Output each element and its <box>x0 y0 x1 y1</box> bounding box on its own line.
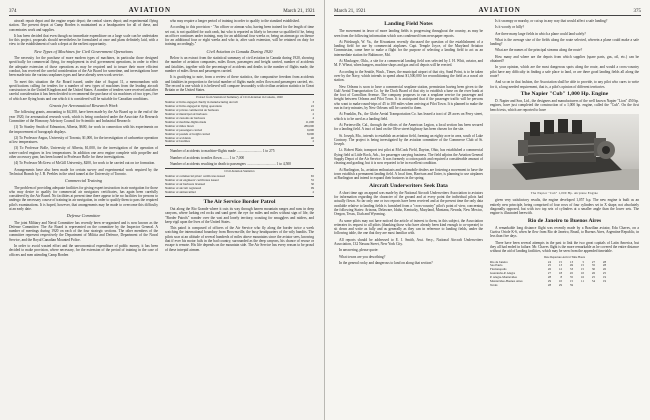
timetable-cell: 35 <box>569 275 573 280</box>
engine-illustration <box>490 114 639 190</box>
paragraph: Out along the Rio Grande where it cuts its way through barren mountain ranges and runs in deep canyons, where lurking red rocks and sand greet the eye for miles and miles without sign of life, the "Border Patrols" wander over the vast and lonely territory, scouting for smugglers and raiders, and keep vigil upon the lives of the United States. <box>165 206 314 224</box>
page-number: 374 <box>9 9 17 14</box>
list-item: (4) To Professor McGrew of McGill University, $200, for work to be carried out on ice formation. <box>14 161 156 166</box>
stat-label: Number of passengers carried <box>165 128 203 132</box>
paragraph: Arrangements have also been made for certain survey and experimental work required by the Technical Branch by J. B. Peebles in the wind tunnel at the University of Toronto. <box>9 167 158 176</box>
timetable-cell: 33 <box>569 267 573 272</box>
section-heading: Defense Committee <box>66 213 101 219</box>
paragraph: D. Napier and Son, Ltd., the designers and manufacturers of the well known Napier "Lion" 450 hp. engines, have just completed the construction of a 1,000 hp. engine, called the "Cub". On the first bench tests, which are reported to have <box>490 99 639 112</box>
stat-value: 22 <box>310 104 314 109</box>
timetable-cell: 28 <box>602 263 606 268</box>
paragraph: Number of accidents resulting in death to passengers ................................ 1 to 4,500 <box>170 161 291 166</box>
paragraph: In answering, please quote: <box>339 248 379 253</box>
total-cell: 59 <box>569 282 573 287</box>
stat-value: 11,000 <box>305 119 314 124</box>
route-name: Sao Paulo <box>490 263 503 268</box>
paragraph: The movement in favor of more landing fields is progressing throughout the country, as may be seen from the following information which was condensed from newspaper reports. <box>334 29 483 38</box>
stat-value: 22 <box>310 108 314 113</box>
paragraph: All reports should be addressed to E. J. Smith, Asst. Secy., National Aircraft Underwriters Association, 132 Nassau Street, New York City. <box>334 237 483 247</box>
cert-label: Number of aircraft registered <box>165 186 202 190</box>
article-heading: Aircraft Underwriters Seek Data <box>369 182 448 189</box>
paragraph: According to the Seattle, Wash., Times, the municipal airport of that city, Sand Point, is to be taken over by the Navy, which intends to spend about $1,500,000 for reconditioning the field as a naval air station. <box>334 69 483 83</box>
timetable-cell: 18 <box>558 271 562 276</box>
timetable-cell: 25 <box>602 271 606 276</box>
paragraph: What is the average size of the fields along the route selected, wherein a plane could make a safe landing? <box>490 37 639 47</box>
cert-value: 99 <box>310 185 314 190</box>
total-cell: 29 <box>558 282 562 287</box>
certificates-table <box>165 168 314 196</box>
paragraph: How many and where are the depots from which supplies (spare parts, gas, oil, etc.) can be obtained? <box>490 54 639 64</box>
section-heading: Grants for Aeronautical Research Work <box>49 103 118 109</box>
paragraph: Number of accidents to machine-flights made ............................ 1 to 275 <box>170 149 275 154</box>
timetable-cell: 15 <box>558 259 562 264</box>
timetable-cell: 25 <box>591 275 595 280</box>
timetable-cell: 19 <box>602 279 606 284</box>
cert-value: 65 <box>310 174 314 179</box>
stat-label: Number of accidents <box>165 136 191 140</box>
paragraph: There have been several attempts in the past to link the two great capitals of Latin America, but they all had ended in failure. Mr. Chaves flight is the more remarkable as he covered the entire distance without the aid of landing facilities, which may be seen from the appended timetable. <box>490 240 639 254</box>
timetable-cell: 10 <box>558 279 562 284</box>
cert-value: 55 <box>310 178 314 183</box>
timetable-cell: 29 <box>547 279 551 284</box>
table-caption: Civil Aviation Statistics <box>224 169 255 174</box>
paragraph: In order to avoid wasted effort and the uneconomical expenditure of public money, it has been decided to make provision, where necessary, for the extension of the period of training in the case of officers and men attending Camp Borden <box>9 244 158 257</box>
paragraph: At Portersville, Cal., through the efforts of the American Legion, a local section has been secured for a landing field. A tract of land on the Olive street highway has been chosen for the site. <box>334 122 483 132</box>
article-heading: The Air Service Border Patrol <box>203 198 276 205</box>
timetable-cell: 15 <box>580 267 584 272</box>
route-name: Rio de Janeiro <box>490 259 508 264</box>
paragraph: At Muskogee, Okla., a site for a commercial landing field was selected by J. H. Whit, aviator, and M. F. Wheat, when hangers, machine shops and gas and oil depots will be erected. <box>334 59 483 68</box>
timetable-cell: 12 <box>558 267 562 272</box>
timetable-cell: 10 <box>580 271 584 276</box>
statistics-table <box>165 94 314 146</box>
article-heading: Landing Field Notes <box>384 21 433 27</box>
cert-value: 2 <box>312 189 314 194</box>
paragraph: At Pittsburgh, W. Va., the Kiwanians recently discussed the question of the establishment of a landing field for use by commercial airplanes. Capt. Temple Joyce, of the Maryland Aviation Commission, came here to make a flight for the purpose of selecting a landing field to act as an intermediate station for Baltimore, Md. <box>334 39 483 57</box>
paragraph: The necessity for the purchase of more modern types of machines, in particular those designed specifically for commercial flying, for employment in civil government operations, in order to effect the adequate extension of those operations as may be required and to insure their more efficient conduct, has received the careful consideration of the Air Board for sometime, and investigations have been made into the various seaplanes types and have already seen work service. <box>9 56 158 78</box>
paragraph: In the general rocky and dangerous to land on along that section? <box>339 260 433 265</box>
paragraph: At Burlington, Ia., aviation enthusiasts and automobile dealers are fostering a movement to have the town establish a permanent landing field. A local firm, Harrison and Unter, is planning to use airplanes at Burlington and intend to expand their business in the spring. <box>334 167 483 181</box>
timetable-cell: 45 <box>569 271 573 276</box>
paragraph: who may require a longer period of training in order to qualify to the standard established. <box>170 19 300 23</box>
paragraph: In your opinion, which are the most dangerous spots along the route, and would a cross-country pilot have any difficulty in finding a safe place to land, or are there good landing fields all along the route? <box>490 65 639 78</box>
cert-label: Number of air harbours licensed <box>165 182 206 186</box>
paragraph: At Franklin, Pa., the Globe Aerial Transportation Co. has leased a tract of 28 acres on Ferry street, which is to be used as a landing field. <box>334 112 483 121</box>
stat-label: Number of municipal air harbours <box>165 113 208 117</box>
timetable-cell: 5 <box>582 259 584 264</box>
paragraph: As some pilots may not have noticed the article of interest to them, in this subject, the Association reiterates its request to all pilots (thanking those who have already been kind enough to co-operate) to sit down and write as fully and as generally as they can in reference to landing fields, under the following table, the one that they are most familiar with. <box>334 218 483 236</box>
timetable-cell: 54 <box>591 279 595 284</box>
paragraph: A remarkable long distance flight was recently made by a Brazilian aviator, Edu Chaves, on a Curtiss Oriole K-6, when he flew from Rio de Janeiro, Brazil, to Buenos Aires, Argentine Republic, in less than five days. <box>490 225 639 239</box>
cert-label: Number of air engineers' certificates issued <box>165 179 219 183</box>
timetable-cell: 16 <box>580 275 584 280</box>
stat-value: 4 <box>312 115 314 120</box>
journal-title: AVIATION <box>478 6 521 14</box>
stat-label: Number of fatalities <box>165 140 190 144</box>
stat-label: Number of pounds of freight carried <box>165 132 210 136</box>
stat-value: 9,000 <box>307 127 314 132</box>
stat-row <box>165 140 314 144</box>
paragraph: Below is an extract from the statistical summary of civil aviation in Canada during 1920, showing the number of aviation companies, miles flown, passengers and freight carried, number of accidents and fatalities, together with the percentage of accidents and deaths to the number of flights made, the number of miles flown and passengers carried. <box>165 56 314 73</box>
left-running-head <box>9 6 315 16</box>
right-running-head <box>334 6 641 16</box>
timetable-cell: 15 <box>569 279 573 284</box>
stat-label: Number of customs air harbours <box>165 116 206 120</box>
article-heading: Rio de Janeiro to Buenos Aires <box>527 217 602 224</box>
list-item: (3) To Professor Bolle, University of Alberta, $1,000, for the investigation of the operation of water-cooled engines in low temperatures. In addition one aero engine complete with propeller and other accessory gear, has been loaned to Professor Bolle for these investigations. <box>9 146 158 160</box>
stat-label: Number of firms engaged in flying operations <box>165 105 222 109</box>
timetable-cell: 25 <box>547 263 551 268</box>
total-label: Totals <box>490 282 498 287</box>
paragraph: The problem of providing adequate facilities for giving expert instruction in air navigation for those who may desire to qualify for commercial air navigators certificates, has again been carefully considered by the Air Board. No facilities at present time there appear to be no facilities for persons to undergo the necessary course of training in air navigation, in order to qualify them to pass the required pilot's examinations. It is hoped, however, that arrangements may be made to overcome this difficulty at an early date. <box>9 185 158 211</box>
journal-title: AVIATION <box>128 6 172 14</box>
paragraph: A short time ago an appeal was made by the National Aircraft Underwriters Association to aviators for information regarding the character of the ground and at every point the individual pilots had actually flown. So far only one or two reports have been received and at the present time the only data available relative to landing fields is furnished from a "cross-country" pilot's point of view, concerning the following States: Arizona, Delaware, Idaho, Kentucky, Maryland, Montana, Nevada, New Mexico, Oregon, Texas, Utah and Wyoming. <box>334 190 483 217</box>
paragraph: Is it swampy or marshy, or cut up in any way that would affect a safe landing? <box>495 19 608 23</box>
stat-label: Number of firms engaged chiefly in manufacturing aircraft <box>165 101 238 105</box>
stat-label: Number of miles flown <box>165 124 194 128</box>
timetable-cell: 13 <box>558 263 562 268</box>
paragraph: It has been decided that even though no immediate expenditure on a large scale can be undertaken for this project, proposals should nevertheless be formulated at once and plans definitely laid, with a view to the establishment of such a depot at the earliest opportunity. <box>9 33 158 47</box>
timetable-cell: 30 <box>591 267 595 272</box>
page-number: 375 <box>633 9 641 14</box>
list-item: (1) To Stanley Smith of Edmonton, Alberta, $600, for work in connection with his experiments on the improvement of barograph displays. <box>9 125 158 134</box>
paragraph: The following grants, amounting to $4,300, have been made by the Air Board up to the end of the year 1920, for aeronautical research work, which is being conducted under the Associate Air Research Committee of the Honorary Advisory Council for Scientific and Industrial Research: <box>9 110 158 123</box>
timetable-header: Date Departure Arrival Time Hours <box>543 254 586 259</box>
timetable-cell: 24 <box>547 259 551 264</box>
paragraph: St. Joseph, Mo., intends to establish an aviation field, forming an eighty acre in area, south of Lake Contrary. The project is being investigated by the aviation committee of the Commerce Club of St. Joseph. <box>334 133 483 147</box>
timetable-cell: 49 <box>569 263 573 268</box>
stat-value: 40 <box>310 135 314 140</box>
section-heading: Commercial Training <box>65 178 102 184</box>
right-column-1 <box>334 19 483 419</box>
cert-label: Number of airmen killed <box>165 190 196 194</box>
timetable-cell: 28 <box>602 259 606 264</box>
timetable-cell: 28 <box>547 275 551 280</box>
stat-label: Number of private commercial air harbours <box>165 109 219 113</box>
paragraph: Lt. Robert Blair, transport test pilot at McCook Field, Dayton, Ohio, has established a commercial flying field at Little Rock, Ark., for passenger carrying business. The field adjoins the Aviation General Supply Depot of the Air Service. It was formerly a cotton patch and required a considerable amount of clearing and grading, but it is now reported to be in excellent condition. <box>334 148 483 166</box>
stat-value: 8,000 <box>307 131 314 136</box>
right-column-2 <box>490 19 639 419</box>
photo-caption: The Napier "Cub" 1,000 Hp. Airplane Engine <box>530 191 599 196</box>
section-heading: Civil Aviation in Canada During 1920 <box>206 48 273 54</box>
article-heading: The Napier "Cub" 1,000 Hp. Engine <box>520 90 609 97</box>
flight-timetable <box>490 256 639 288</box>
cert-value: 30 <box>310 181 314 186</box>
route-name: Florianopolis <box>490 267 507 272</box>
paragraph: Number of accidents to miles flown ....... 1 to 7,000 <box>170 155 245 160</box>
timetable-cell: 8 <box>560 275 562 280</box>
cert-row <box>165 191 314 195</box>
stat-value: 280,000 <box>303 123 314 128</box>
paragraph: To meet this situation the Air Board issued, under date of August 11, a memorandum with specifications calling for tenders for a number of new types of machines from the leading aircraft constructors in the United Kingdom and the United States. A number of tenders were received and after careful consideration it has been decided to recommend the purchase of six machines of two types, five of which are flying boats and one which it is considered will be suitable for Canadian conditions. <box>9 79 158 101</box>
paragraph: What towns are you describing? <box>339 254 386 259</box>
stat-value: 2 <box>312 112 314 117</box>
timetable-cell: 11 <box>581 279 584 284</box>
paragraph: According to this provision - "An officer or airman who, having been trained for the length of time set out, is not qualified for such rank, but who is reported as likely to become so qualified if he, being an officer continues under training, may for an additional four weeks or, being an airman go on thence for an additional four or eight weeks and who is, after such extension, will be retained on duty for training accordingly." <box>165 25 314 47</box>
timetable-cell: 26 <box>602 267 606 272</box>
paragraph: Are there many large fields in which a plane could land safely? <box>495 31 586 36</box>
list-item: (2) To Professor Angus, University of Toronto, $1,000, for the investigation of carburettor operation at low temperatures. <box>9 135 158 145</box>
table-caption: Extract from Statistical Summary of Civil Aviation in Canada, 1920 <box>196 95 283 100</box>
cert-label: Number of commercial pilots' certificates issued <box>165 175 225 179</box>
timetable-cell: 19 <box>602 275 606 280</box>
paragraph: What are the names of the principal streams along the route? <box>495 48 583 53</box>
paragraph: New Orleans is soon to have a commercial seaplane station, permission having been given to the Gulf Aerial Transportation Co. by the Dock Board of that city to establish a base on the river bank at the foot of Carrollton Avenue. The company proposes to run a seaplane service for passenger and freight between Orleans and Pilot Town. It is anticipated that if the passenger traffic will be persons who want to make round-trips of 45 to 100 miles when arriving at Pilot Town. It is planned to make the run in forty minutes, by New Orleans will be carried to them. <box>334 84 483 111</box>
issue-date: March 21, 1921 <box>334 9 366 14</box>
route-name: P. Alegre-Montevideo <box>490 275 518 280</box>
paragraph: Is it woody or hilly? <box>495 25 525 30</box>
timetable-cell: 27 <box>547 271 551 276</box>
total-cell: 28 <box>547 282 551 287</box>
timetable-total-row <box>490 284 639 288</box>
stat-value: 3 <box>312 100 314 105</box>
paragraph: And so on in that fashion, the Association shall be able to provide, to any pilot who cares to write for it, a long needed requirement, that is, a pilot's opinion of different territories. <box>490 80 639 89</box>
stat-value: 2 <box>312 139 314 144</box>
route-name: Guaratuba-P. Alegre <box>490 271 516 276</box>
left-column-2 <box>165 19 314 419</box>
timetable-cell: 26 <box>547 267 551 272</box>
engine-photo <box>490 114 639 190</box>
paragraph: The joint Military and Naval Committee has recently been re-organized and is now known as the Defense Committee. The Air Board is represented on the committee by the Inspector General. A number of meetings during 1920 on each of the four strategic sections. The other members of the committee represent respectively the Department of Militia and Defence, Department of the Naval Service, and the Royal Canadian Mounted Police. <box>9 220 158 242</box>
timetable-cell: 26 <box>591 271 595 276</box>
timetable-cell: 35 <box>591 263 595 268</box>
timetable-cell: 27 <box>591 259 595 264</box>
timetable-cell: 13 <box>569 259 573 264</box>
stat-label: Number of machine-flights made <box>165 120 207 124</box>
section-heading: New Types of Machines for Civil Government Operations <box>34 48 133 54</box>
timetable-cell: 15 <box>580 263 584 268</box>
issue-date: March 21, 1921 <box>283 9 315 14</box>
left-column-1 <box>9 19 158 419</box>
paragraph: aircraft repair depot and the engine repair depot; the central stores depot; and experimental flying station. The present depot at Camp Borden is maintained as a headquarters for all of these, and concentrates work and supplies. <box>9 19 158 32</box>
paragraph: given very satisfactory results, the engine developed 1,057 h.p. The new engine is built as an entirely new principle, being comprised of four rows of four cylinders set in X shape, not absolutely diagonally opposed, but with two top sets of cylinders at a smaller angle than the lower sets. The engine is illustrated herewith. <box>490 198 639 216</box>
paragraph: It is gratifying to note, from a review of these statistics, the comparative freedom from accidents and fatalities in proportion to the total number of flights made, miles flown and passengers carried, etc. The record is one which it is believed will compare favourably with civilian aviation statistics in Great Britain or the United States. <box>165 75 314 93</box>
right-page <box>325 0 650 420</box>
route-name: Montevideo-Buenos Aires <box>490 279 523 284</box>
paragraph: This patrol is composed of officers of the Air Service who fly along the border twice a week watching the international boundary from Brownsville, the busy headquarters of the wily bandits. The pilots soar at an altitude of several hundreds of miles above mountains since the aviator sees, knowing that if ever his motor fails in the bad country, surrounded as the deep canyons, his chance of rescue or escape is remote. His life depends on the mountain side. The Air Service has every reason to be proud of these intrepid airmen. <box>165 226 314 252</box>
